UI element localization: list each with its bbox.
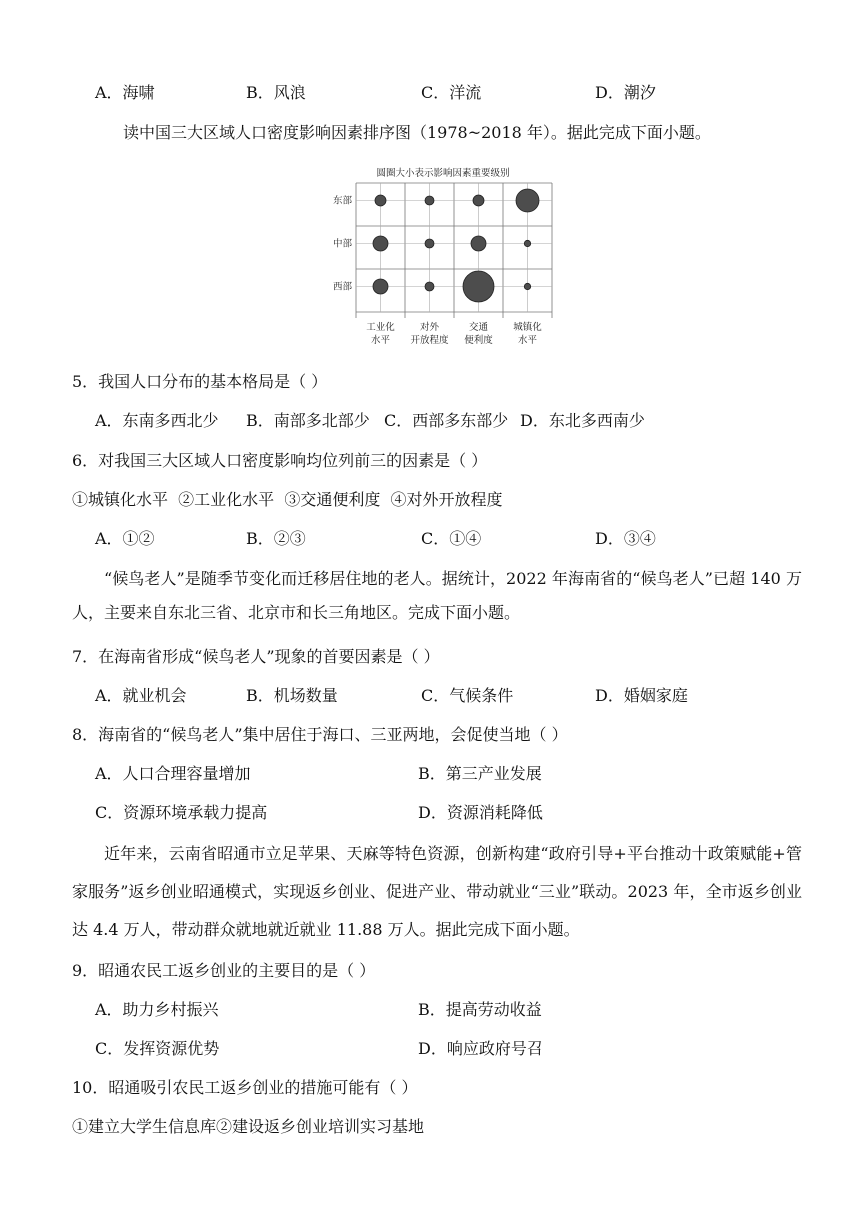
q9-option-d: D．响应政府号召 <box>418 1039 543 1058</box>
bubble-0-0 <box>375 195 386 206</box>
q7-option-b: B．机场数量 <box>246 686 338 705</box>
q6-option-a: A．①② <box>95 529 155 548</box>
col-label: 开放程度 <box>410 335 449 345</box>
col-label: 交通 <box>468 322 489 333</box>
q9-option-c: C．发挥资源优势 <box>95 1039 220 1058</box>
q5-option-a: A．东南多西北少 <box>95 411 219 430</box>
q9-stem: 9．昭通农民工返乡创业的主要目的是（ ） <box>72 961 376 980</box>
q8-option-a: A．人口合理容量增加 <box>95 764 251 783</box>
chart-bubbles <box>373 189 539 302</box>
q8-stem: 8．海南省的“候鸟老人”集中居住于海口、三亚两地，会促使当地（ ） <box>72 725 568 744</box>
bubble-2-1 <box>425 282 434 291</box>
row-label: 东部 <box>332 195 352 207</box>
q5-stem: 5．我国人口分布的基本格局是（ ） <box>72 372 328 391</box>
q5-option-c: C．西部多东部少 <box>384 411 509 430</box>
q6-items: ①城镇化水平 ②工业化水平 ③交通便利度 ④对外开放程度 <box>72 490 503 509</box>
q4-option-d: D．潮汐 <box>595 83 656 102</box>
col-label: 城镇化 <box>513 322 542 333</box>
bubble-1-3 <box>524 240 530 246</box>
q10-items: ①建立大学生信息库②建设返乡创业培训实习基地 <box>72 1117 425 1136</box>
chart-title: 圆圈大小表示影响因素重要级别 <box>376 168 510 179</box>
q4-option-a: A．海啸 <box>95 83 155 102</box>
q9-option-b: B．提高劳动收益 <box>418 1000 542 1019</box>
chart-row-labels <box>333 195 353 293</box>
q5-option-b: B．南部多北部少 <box>246 411 370 430</box>
q5-option-d: D．东北多西南少 <box>520 411 645 430</box>
bubble-0-2 <box>473 195 484 206</box>
figure-intro: 读中国三大区域人口密度影响因素排序图（1978~2018 年）。据此完成下面小题。 <box>123 123 711 142</box>
q6-option-d: D．③④ <box>595 529 656 548</box>
bubble-2-0 <box>373 279 388 294</box>
q4-option-c: C．洋流 <box>421 83 482 102</box>
col-label: 水平 <box>517 335 538 345</box>
row-label: 西部 <box>332 281 352 293</box>
birds-intro-paragraph: “候鸟老人”是随季节变化而迁移居住地的老人。据统计，2022 年海南省的“候鸟老人”已超 140 万人，主要来自东北三省、北京市和长三角地区。完成下面小题。 <box>72 569 802 622</box>
bubble-0-1 <box>425 196 434 205</box>
q8-option-d: D．资源消耗降低 <box>418 803 543 822</box>
bubble-2-3 <box>524 283 530 289</box>
q10-stem: 10．昭通吸引农民工返乡创业的措施可能有（ ） <box>72 1078 418 1097</box>
q6-option-b: B．②③ <box>246 529 306 548</box>
q8-option-c: C．资源环境承载力提高 <box>95 803 268 822</box>
q7-option-d: D．婚姻家庭 <box>595 686 688 705</box>
q7-option-a: A．就业机会 <box>95 686 187 705</box>
bubble-1-0 <box>373 236 388 251</box>
population-density-factor-chart <box>310 165 560 345</box>
q4-option-b: B．风浪 <box>246 83 306 102</box>
bubble-2-2 <box>463 271 494 302</box>
zhaotong-intro-paragraph: 近年来，云南省昭通市立足苹果、天麻等特色资源，创新构建“政府引导+平台推动十政策赋能+管家服务”返乡创业昭通模式，实现返乡创业、促进产业、带动就业“三业”联动。2023 年，全市返乡创业达 4.4 万人，带动群众就地就近就业 11.88 万人。据此完成下面小题。 <box>72 844 802 939</box>
col-label: 水平 <box>370 335 391 345</box>
row-label: 中部 <box>332 238 352 250</box>
bubble-0-3 <box>516 189 539 212</box>
q7-option-c: C．气候条件 <box>421 686 514 705</box>
chart-col-labels <box>366 321 542 345</box>
q6-stem: 6．对我国三大区域人口密度影响均位列前三的因素是（ ） <box>72 451 488 470</box>
q8-option-b: B．第三产业发展 <box>418 764 542 783</box>
bubble-1-1 <box>425 239 434 248</box>
q9-option-a: A．助力乡村振兴 <box>95 1000 219 1019</box>
q7-stem: 7．在海南省形成“候鸟老人”现象的首要因素是（ ） <box>72 647 440 666</box>
q6-option-c: C．①④ <box>421 529 482 548</box>
col-label: 便利度 <box>464 335 493 345</box>
col-label: 工业化 <box>366 322 395 333</box>
bubble-1-2 <box>471 236 486 251</box>
col-label: 对外 <box>419 322 440 333</box>
